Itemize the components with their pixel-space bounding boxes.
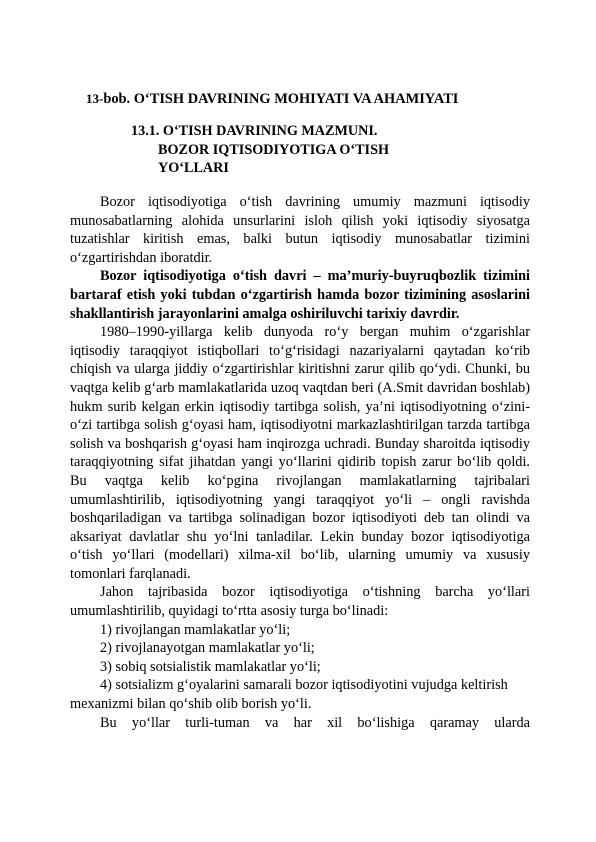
paragraph-definition: Bozor iqtisodiyotiga o‘tish davri – ma’muriy-buyruqbozlik tizimini bartaraf etish yoki tubdan o‘zgartirish hamda bozor tizimining asoslarini shakllantirish jarayonlarini amalga oshiriluvchi tarixiy davrdir. (70, 268, 530, 322)
list-item: 3) sobiq sotsialistik mamlakatlar yo‘li; (100, 658, 321, 675)
body-text (70, 193, 530, 732)
chapter-number: 13- (86, 91, 104, 106)
section-title-line-1: 13.1. O‘TISH DAVRINING MAZMUNI. (131, 123, 378, 139)
paragraph-intro: Bozor iqtisodiyotiga o‘tish davrining umumiy mazmuni iqtisodiy munosabatlarning alohida unsurlarini isloh qilish yoki iqtisodiy siyosatga tuzatishlar kiritish emas, balki butun iqtisodiy munosabatlar tizimini o‘zgartirishdan iboratdir. (70, 194, 530, 266)
list-item: 4) sotsializm g‘oyalarini samarali bozor iqtisodiyotini vujudga keltirish mexanizmi bilan qo‘shib olib borish yo‘li. (70, 677, 508, 713)
section-title (131, 122, 389, 178)
section-title-line-3: YO‘LLARI (158, 160, 229, 176)
chapter-title (86, 90, 546, 108)
section-title-line-2: BOZOR IQTISODIYOTIGA O‘TISH (158, 141, 390, 158)
paragraph-continuation: Bu yo‘llar turli-tuman va har xil bo‘lishiga qaramay ularda (100, 714, 530, 731)
paragraph-history: 1980–1990-yillarga kelib dunyoda ro‘y bergan muhim o‘zgarishlar iqtisodiy taraqqiyot istiqbollari to‘g‘risidagi nazariyalarni qaytadan ko‘rib chiqish va ularga jiddiy o‘zgartirishlar kiritishni zarur qilib qo‘ydi. Chunki, bu vaqtga kelib g‘arb mamlakatlarida uzoq vaqtdan beri (A.Smit davridan boshlab) hukm surib kelgan erkin iqtisodiy tartibga solish, ya’ni iqtisodiyotning o‘zini-o‘zi tartibga solish g‘oyasi ham, iqtisodiyotni markazlashtirilgan tarzda tartibga solish va boshqarish g‘oyasi ham inqirozga uchradi. Bunday sharoitda iqtisodiy taraqqiyotning sifat jihatdan yangi yo‘llarini qidirib topish zarur bo‘lib qoldi. Bu vaqtga kelib ko‘pgina rivojlangan mamlakatlarning tajribalari umumlashtirilib, iqtisodiyotning yangi taraqqiyot yo‘li – ongli ravishda boshqariladigan va tartibga solinadigan bozor iqtisodiyoti deb tan olindi va aksariyat davlatlar shu yo‘lni tanladilar. Lekin bunday bozor iqtisodiyotiga o‘tish yo‘llari (modellari) xilma-xil bo‘lib, ularning umumiy va xususiy tomonlari farqlanadi. (70, 324, 530, 582)
chapter-title-text: bob. O‘TISH DAVRINING MOHIYATI VA AHAMIYATI (103, 91, 459, 107)
paragraph-world-experience: Jahon tajribasida bozor iqtisodiyotiga o‘tishning barcha yo‘llari umumlashtirilib, quyidagi to‘rtta asosiy turga bo‘linadi: (70, 584, 530, 620)
list-item: 2) rivojlanayotgan mamlakatlar yo‘li; (100, 640, 315, 657)
list-item: 1) rivojlangan mamlakatlar yo‘li; (100, 621, 291, 638)
